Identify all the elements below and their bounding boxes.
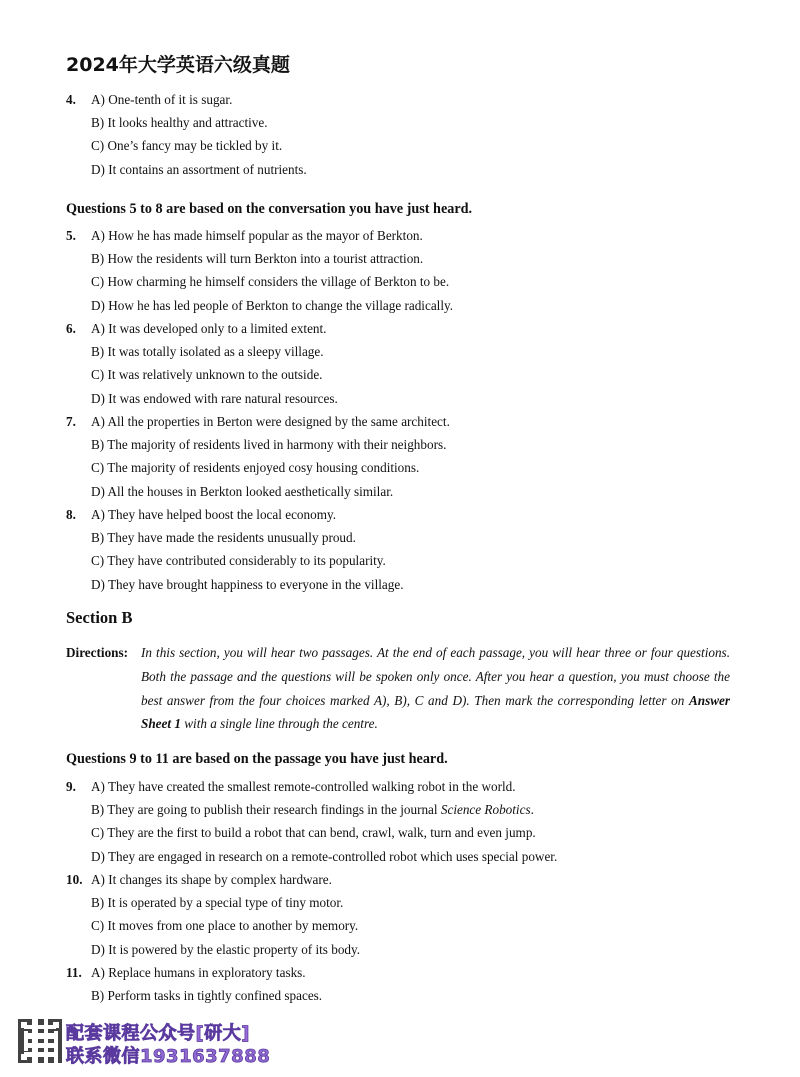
group-heading-5-8: Questions 5 to 8 are based on the conversation you have just heard. (66, 201, 473, 217)
option-d: D) It contains an assortment of nutrients. (91, 161, 307, 177)
question-4 (66, 88, 746, 181)
option-a: A) It changes its shape by complex hardware. (91, 872, 332, 887)
option-b: B) The majority of residents lived in harmony with their neighbors. (91, 437, 447, 453)
option-b: B) How the residents will turn Berkton into a tourist attraction. (91, 251, 424, 267)
directions-label: Directions: (66, 645, 129, 660)
question-number: 11. (66, 965, 82, 980)
option-a: A) Replace humans in exploratory tasks. (91, 965, 306, 980)
option-d: D) It is powered by the elastic property of its body. (91, 941, 361, 957)
directions-tail: with a single line through the centre. (180, 716, 378, 732)
journal-name: Science Robotics (440, 802, 531, 818)
option-d: D) All the houses in Berkton looked aesthetically similar. (91, 483, 394, 499)
option-a: A) One-tenth of it is sugar. (91, 92, 233, 107)
directions-text (141, 641, 730, 736)
option-c: C) How charming he himself considers the village of Berkton to be. (91, 274, 450, 290)
option-d: D) How he has led people of Berkton to change the village radically. (91, 297, 454, 313)
option-c: C) They have contributed considerably to its popularity. (91, 553, 386, 569)
directions-body: In this section, you will hear two passages. At the end of each passage, you will hear three or four questions. Both the passage and the questions will be spoken only once. After you hear a question, you must choose the best answer from the four choices marked A), B), C and D). Then mark the corresponding letter on (141, 645, 730, 708)
option-b: B) It was totally isolated as a sleepy village. (91, 344, 324, 360)
directions (66, 641, 730, 736)
option-b: B) They have made the residents unusually proud. (91, 530, 356, 546)
option-b: B) It looks healthy and attractive. (91, 115, 268, 131)
question-number: 10. (66, 872, 83, 887)
watermark-line-1: 配套课程公众号[研大] (66, 1023, 250, 1044)
question-7 (66, 410, 746, 503)
question-number: 7. (66, 414, 76, 429)
option-b-text: B) They are going to publish their research findings in the journal (91, 802, 441, 818)
option-b-end: . (530, 802, 534, 818)
option-c: C) They are the first to build a robot that can bend, crawl, walk, turn and even jump. (91, 825, 536, 841)
question-number: 4. (66, 92, 76, 107)
option-c: C) The majority of residents enjoyed cosy housing conditions. (91, 460, 420, 476)
option-b: B) It is operated by a special type of tiny motor. (91, 895, 344, 911)
question-10 (66, 868, 746, 961)
option-a: A) All the properties in Berton were designed by the same architect. (91, 414, 450, 429)
option-c: C) It moves from one place to another by memory. (91, 918, 359, 934)
watermark (18, 1019, 318, 1065)
question-11 (66, 961, 746, 1007)
qr-code-icon (18, 1019, 62, 1063)
page-title: 2024年大学英语六级真题 (66, 54, 290, 76)
option-c: C) It was relatively unknown to the outside. (91, 367, 323, 383)
option-d: D) They are engaged in research on a remote-controlled robot which uses special power. (91, 848, 558, 864)
option-a: A) They have created the smallest remote-controlled walking robot in the world. (91, 779, 516, 794)
option-b: B) Perform tasks in tightly confined spaces. (91, 988, 323, 1004)
question-number: 5. (66, 228, 76, 243)
question-number: 9. (66, 779, 76, 794)
question-5 (66, 224, 746, 317)
option-a: A) It was developed only to a limited extent. (91, 321, 327, 336)
question-6 (66, 317, 746, 410)
option-b (91, 798, 746, 821)
group-heading-9-11: Questions 9 to 11 are based on the passage you have just heard. (66, 751, 448, 767)
question-9 (66, 775, 746, 868)
option-a: A) How he has made himself popular as the mayor of Berkton. (91, 228, 423, 243)
option-c: C) One’s fancy may be tickled by it. (91, 138, 283, 154)
option-a: A) They have helped boost the local economy. (91, 507, 336, 522)
option-d: D) It was endowed with rare natural resources. (91, 390, 338, 406)
question-8 (66, 503, 746, 596)
question-number: 6. (66, 321, 76, 336)
section-title: Section B (66, 608, 133, 627)
answer-sheet-ref: Answer Sheet 1 (141, 692, 730, 732)
watermark-line-2: 联系微信1931637888 (66, 1046, 271, 1067)
question-number: 8. (66, 507, 76, 522)
option-d: D) They have brought happiness to everyone in the village. (91, 576, 404, 592)
